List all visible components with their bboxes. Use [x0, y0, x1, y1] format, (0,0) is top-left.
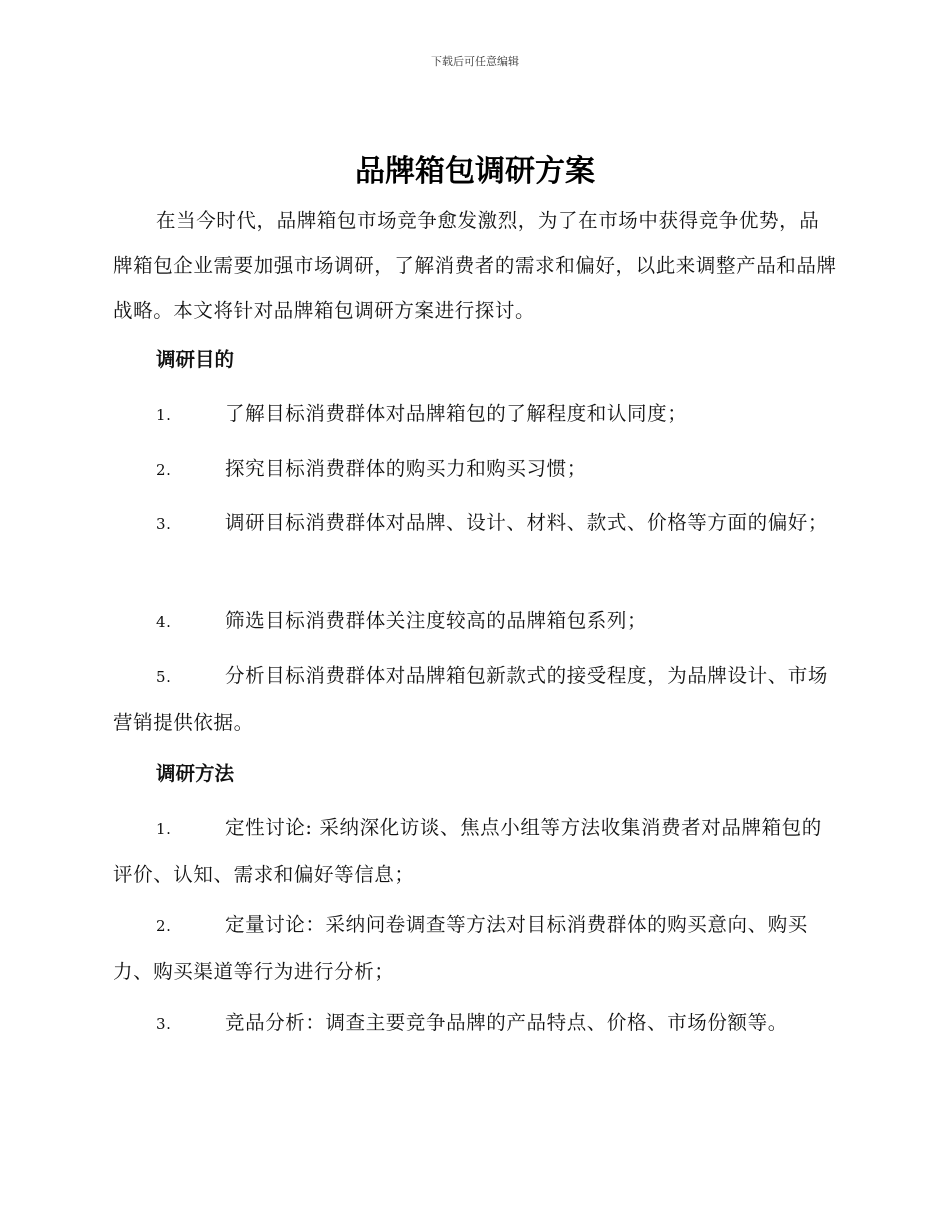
list-item	[113, 598, 837, 645]
list-item-text: 分析目标消费群体对品牌箱包新款式的接受程度，为品牌设计、市场营销提供依据。	[113, 664, 829, 734]
list-item-number: 2.	[156, 917, 172, 935]
list-item	[113, 500, 837, 547]
list-item	[113, 902, 837, 994]
list-item-number: 2.	[156, 461, 172, 479]
list-item-text: 了解目标消费群体对品牌箱包的了解程度和认同度；	[225, 402, 688, 425]
list-item-number: 1.	[156, 820, 172, 838]
list-item-number: 3.	[156, 1015, 172, 1033]
list-item-text: 竞品分析：调查主要竞争品牌的产品特点、价格、市场份额等。	[225, 1011, 788, 1034]
list-item	[113, 805, 837, 897]
section-heading-purpose: 调研目的	[156, 348, 235, 371]
header-note: 下载后可任意编辑	[431, 55, 519, 68]
list-item-text: 筛选目标消费群体关注度较高的品牌箱包系列；	[225, 609, 648, 632]
section-heading-method: 调研方法	[156, 762, 235, 785]
list-item-number: 4.	[156, 613, 172, 631]
list-item	[113, 653, 837, 745]
list-item-text: 定性讨论: 采纳深化访谈、焦点小组等方法收集消费者对品牌箱包的评价、认知、需求和偏好等信息；	[113, 816, 822, 886]
list-item-number: 5.	[156, 668, 172, 686]
list-item-text: 调研目标消费群体对品牌、设计、材料、款式、价格等方面的偏好；	[225, 511, 829, 534]
list-item	[113, 446, 837, 493]
list-item	[113, 1000, 837, 1047]
document-title: 品牌箱包调研方案	[355, 154, 595, 189]
list-item-text: 定量讨论：采纳问卷调查等方法对目标消费群体的购买意向、购买力、购买渠道等行为进行分析；	[113, 913, 808, 983]
list-item	[113, 391, 837, 438]
list-item-number: 1.	[156, 406, 172, 424]
list-item-text: 探究目标消费群体的购买力和购买习惯；	[225, 457, 587, 480]
intro-paragraph: 在当今时代，品牌箱包市场竞争愈发激烈，为了在市场中获得竞争优势，品牌箱包企业需要加强市场调研，了解消费者的需求和偏好，以此来调整产品和品牌战略。本文将针对品牌箱包调研方案进行探讨。	[113, 209, 837, 322]
list-item-number: 3.	[156, 515, 172, 533]
